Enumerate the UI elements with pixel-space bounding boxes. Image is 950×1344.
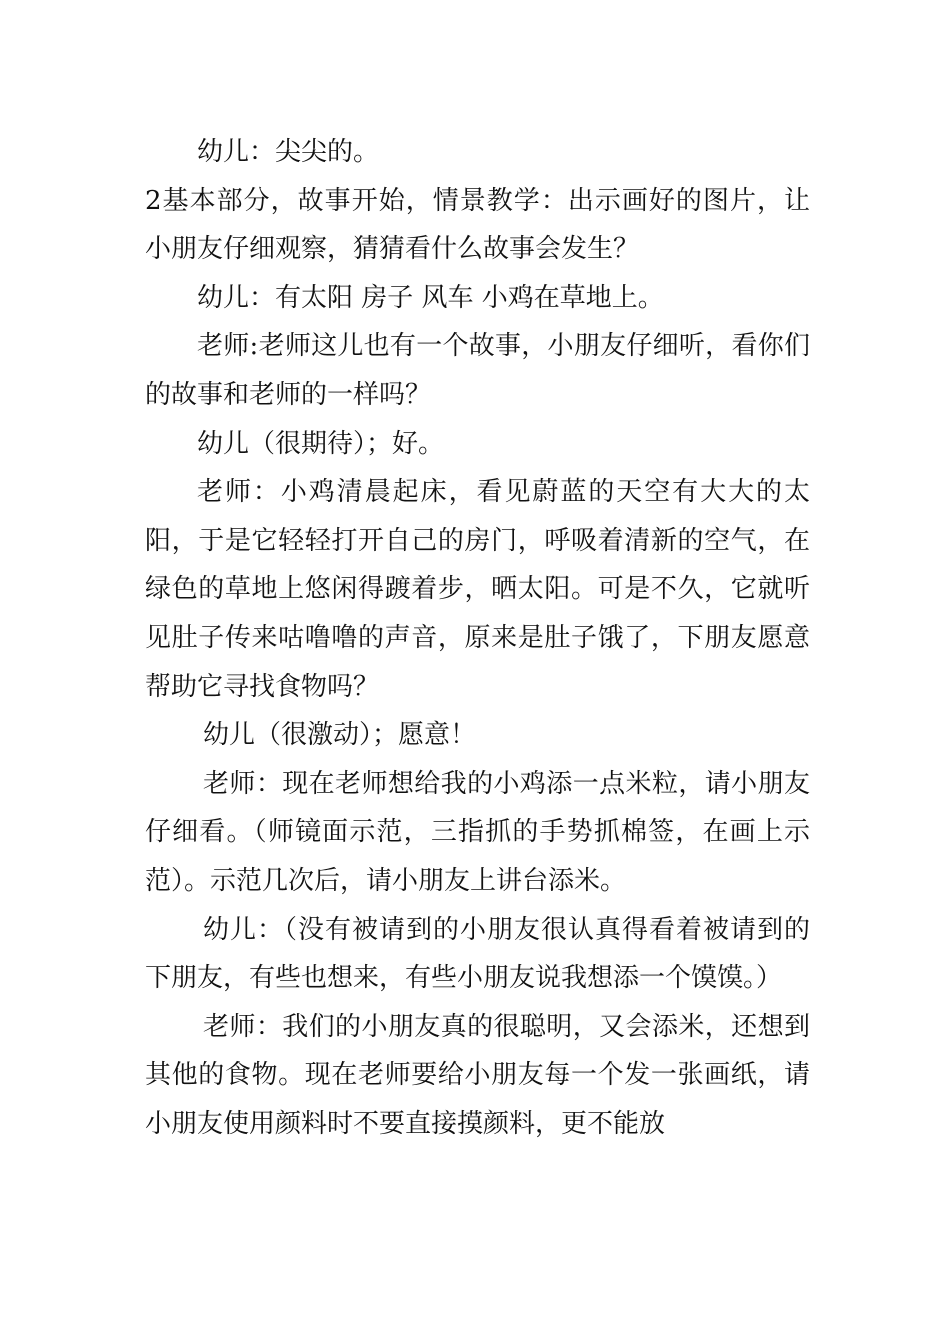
document-body — [145, 128, 810, 1148]
paragraph-basic-section: 2基本部分，故事开始，情景教学：出示画好的图片，让小朋友仔细观察，猜猜看什么故事会发生？ — [145, 185, 810, 265]
paragraph-teacher-demo: 老师：现在老师想给我的小鸡添一点米粒，请小朋友仔细看。（师镜面示范，三指抓的手势抓棉签，在画上示范）。示范几次后，请小朋友上讲台添米。 — [145, 768, 810, 896]
paragraph-teacher-story: 老师：小鸡清晨起床，看见蔚蓝的天空有大大的太阳，于是它轻轻打开自己的房门，呼吸着清新的空气，在绿色的草地上悠闲得踱着步，晒太阳。可是不久，它就听见肚子传来咕噜噜的声音，原来是肚子饿了，下朋友愿意帮助它寻找食物吗？ — [145, 477, 810, 702]
paragraph-child-excited: 幼儿（很激动）；愿意！ — [203, 720, 477, 751]
paragraph-child-answer-pointed: 幼儿：尖尖的。 — [197, 137, 380, 167]
paragraph-child-answer-scene: 幼儿：有太阳 房子 风车 小鸡在草地上。 — [197, 282, 664, 313]
paragraph-child-observe: 幼儿：（没有被请到的小朋友很认真得看着被请到的下朋友，有些也想来，有些小朋友说我想添一个馍馍。） — [145, 914, 810, 994]
paragraph-child-expectant: 幼儿（很期待）；好。 — [197, 428, 445, 459]
paragraph-teacher-story-intro: 老师:老师这儿也有一个故事，小朋友仔细听，看你们的故事和老师的一样吗？ — [145, 331, 810, 410]
paragraph-teacher-praise: 老师：我们的小朋友真的很聪明，又会添米，还想到其他的食物。现在老师要给小朋友每一个发一张画纸，请小朋友使用颜料时不要直接摸颜料，更不能放 — [145, 1011, 810, 1139]
